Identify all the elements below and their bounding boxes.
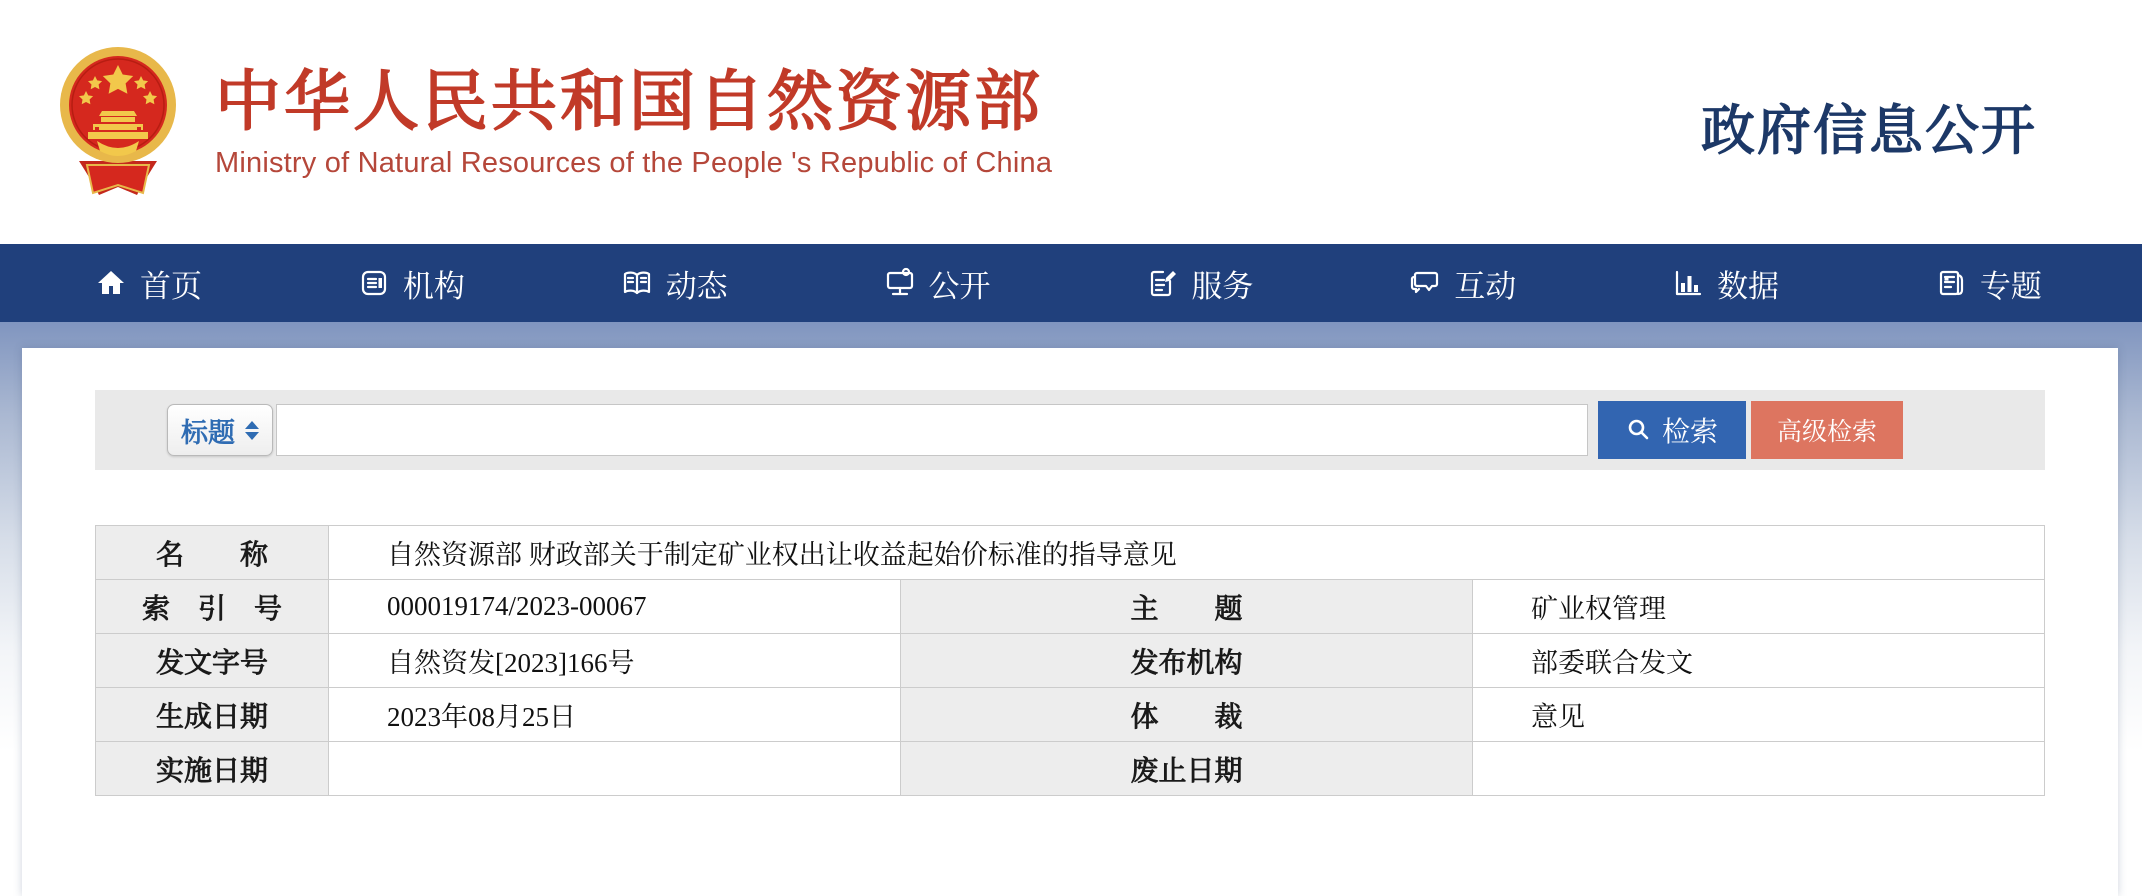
brand-text: [215, 64, 1052, 181]
repeal-date-value: [1473, 742, 2045, 796]
search-input[interactable]: [276, 404, 1588, 456]
nav-label: 数据: [1717, 268, 1780, 304]
table-row-name: [96, 526, 2045, 580]
genre-label: 体 裁: [901, 688, 1473, 742]
table-row-index: [96, 580, 2045, 634]
table-row-doc-number: [96, 634, 2045, 688]
nav-label: 公开: [928, 268, 991, 304]
gov-info-disclosure-link[interactable]: 政府信息公开: [1701, 101, 2037, 161]
home-icon: [95, 267, 127, 299]
nav-item-organization[interactable]: [358, 261, 465, 306]
genre-value: 意见: [1473, 688, 2045, 742]
table-row-effective-date: [96, 742, 2045, 796]
search-button-label: 检索: [1661, 416, 1718, 447]
search-field-selected-value: 标题: [181, 417, 235, 448]
subject-value: 矿业权管理: [1473, 580, 2045, 634]
index-number-value: 000019174/2023-00067: [329, 580, 901, 634]
table-row-created-date: [96, 688, 2045, 742]
interaction-icon: [1409, 267, 1441, 299]
doc-number-label: 发文字号: [96, 634, 329, 688]
organization-icon: [358, 267, 390, 299]
effective-date-label: 实施日期: [96, 742, 329, 796]
created-date-label: 生成日期: [96, 688, 329, 742]
site-header: [0, 0, 2142, 244]
search-icon: [1626, 417, 1652, 443]
doc-number-value: 自然资发[2023]166号: [329, 634, 901, 688]
news-icon: [621, 267, 653, 299]
topics-icon: [1935, 267, 1967, 299]
select-spinner-icon: [245, 421, 259, 440]
repeal-date-label: 废止日期: [901, 742, 1473, 796]
nav-item-data[interactable]: [1672, 261, 1779, 306]
nav-label: 首页: [140, 268, 202, 304]
advanced-search-button-label: 高级检索: [1776, 418, 1877, 446]
home-logo-link[interactable]: [57, 43, 1052, 201]
service-icon: [1146, 267, 1178, 299]
nav-item-interaction[interactable]: [1409, 261, 1516, 306]
main-nav: [0, 244, 2142, 322]
nav-item-disclosure[interactable]: [884, 261, 991, 306]
name-label: 名 称: [96, 526, 329, 580]
content-background: [0, 322, 2142, 896]
content-panel: [22, 348, 2118, 896]
subject-label: 主 题: [901, 580, 1473, 634]
nav-label: 服务: [1191, 268, 1254, 304]
search-bar: [95, 390, 2045, 470]
effective-date-value: [329, 742, 901, 796]
nav-item-news[interactable]: [621, 261, 728, 306]
nav-label: 机构: [402, 268, 465, 304]
issuing-agency-label: 发布机构: [901, 634, 1473, 688]
nav-label: 互动: [1454, 268, 1517, 304]
data-icon: [1672, 267, 1704, 299]
name-value: 自然资源部 财政部关于制定矿业权出让收益起始价标准的指导意见: [329, 526, 2045, 580]
document-metadata-table: [95, 525, 2045, 796]
nav-item-home[interactable]: [95, 261, 202, 306]
nav-item-service[interactable]: [1146, 261, 1253, 306]
nav-item-topics[interactable]: [1935, 261, 2042, 306]
disclosure-icon: [884, 267, 916, 299]
site-title: 中华人民共和国自然资源部: [215, 63, 1043, 138]
national-emblem-icon: [57, 43, 179, 201]
index-number-label: 索 引 号: [96, 580, 329, 634]
nav-label: 动态: [665, 268, 728, 304]
issuing-agency-value: 部委联合发文: [1473, 634, 2045, 688]
search-field-selector[interactable]: [167, 404, 273, 456]
site-title-english: Ministry of Natural Resources of the People 's Republic of China: [215, 147, 1053, 180]
created-date-value: 2023年08月25日: [329, 688, 901, 742]
nav-label: 专题: [1979, 268, 2042, 304]
search-button[interactable]: [1598, 401, 1746, 459]
advanced-search-button[interactable]: [1751, 401, 1903, 459]
